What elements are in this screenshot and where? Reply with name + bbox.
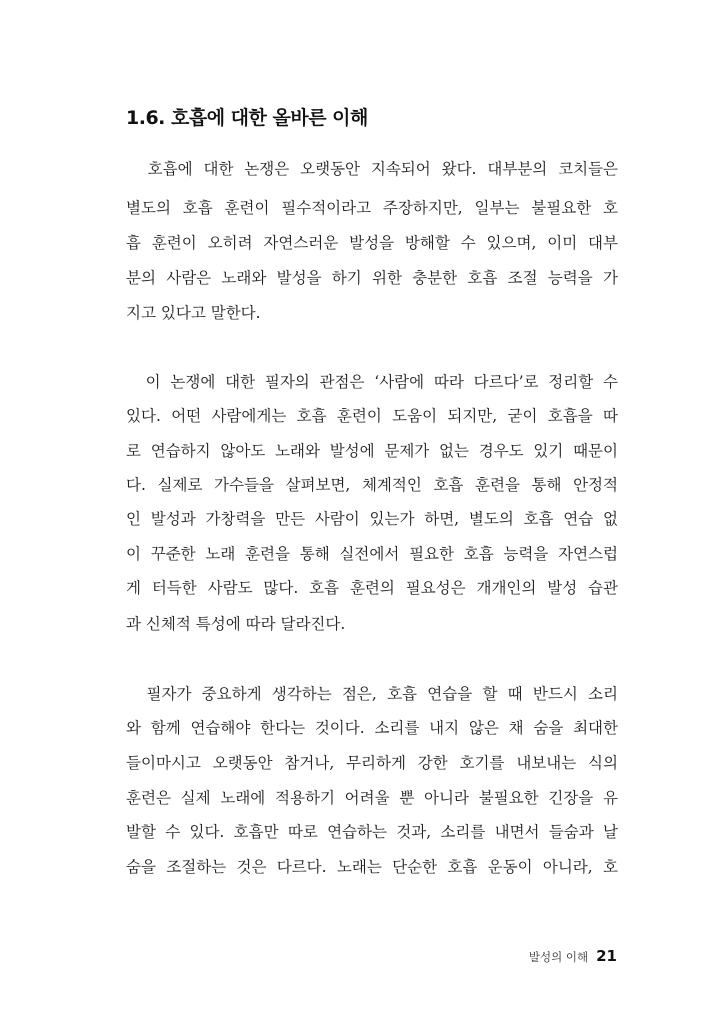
paragraph-1-line-4: 분의 사람은 노래와 발성을 하기 위한 충분한 호흡 조절 능력을 가	[126, 269, 618, 287]
page-footer	[529, 946, 617, 965]
paragraph-2-line-8: 과 신체적 특성에 따라 달라진다.	[126, 615, 346, 633]
paragraph-1-line-3: 흡 훈련이 오히려 자연스러운 발성을 방해할 수 있으며, 이미 대부	[126, 234, 618, 252]
section-heading: 1.6. 호흡에 대한 올바른 이해	[126, 107, 368, 129]
paragraph-2-line-1: 이 논쟁에 대한 필자의 관점은 ‘사람에 따라 다르다’로 정리할 수	[126, 373, 618, 391]
paragraph-2-line-4: 다. 실제로 가수들을 살펴보면, 체계적인 호흡 훈련을 통해 안정적	[126, 476, 618, 494]
paragraph-2-line-2: 있다. 어떤 사람에게는 호흡 훈련이 도움이 되지만, 굳이 호흡을 따	[126, 407, 618, 425]
paragraph-2-line-3: 로 연습하지 않아도 노래와 발성에 문제가 없는 경우도 있기 때문이	[126, 442, 618, 460]
paragraph-3-line-4: 훈련은 실제 노래에 적용하기 어려울 뿐 아니라 불필요한 긴장을 유	[126, 789, 618, 807]
paragraph-3-line-6: 숨을 조절하는 것은 다르다. 노래는 단순한 호흡 운동이 아니라, 호	[126, 858, 618, 876]
paragraph-2-line-6: 이 꾸준한 노래 훈련을 통해 실전에서 필요한 호흡 능력을 자연스럽	[126, 545, 618, 563]
paragraph-2-line-5: 인 발성과 가창력을 만든 사람이 있는가 하면, 별도의 호흡 연습 없	[126, 510, 618, 528]
paragraph-1-line-2: 별도의 호흡 훈련이 필수적이라고 주장하지만, 일부는 불필요한 호	[126, 199, 618, 217]
page-number: 21	[596, 947, 617, 965]
paragraph-3-line-1: 필자가 중요하게 생각하는 점은, 호흡 연습을 할 때 반드시 소리	[126, 685, 618, 703]
paragraph-3-line-3: 들이마시고 오랫동안 참거나, 무리하게 강한 호기를 내보내는 식의	[126, 754, 618, 772]
paragraph-3-line-2: 와 함께 연습해야 한다는 것이다. 소리를 내지 않은 채 숨을 최대한	[126, 719, 618, 737]
paragraph-2-line-7: 게 터득한 사람도 많다. 호흡 훈련의 필요성은 개개인의 발성 습관	[126, 579, 618, 597]
paragraph-1-line-5: 지고 있다고 말한다.	[126, 304, 261, 322]
paragraph-1-line-1: 호흡에 대한 논쟁은 오랫동안 지속되어 왔다. 대부분의 코치들은	[126, 160, 618, 178]
paragraph-3-line-5: 발할 수 있다. 호흡만 따로 연습하는 것과, 소리를 내면서 들숨과 날	[126, 823, 618, 841]
running-footer-label: 발성의 이해	[528, 950, 589, 964]
